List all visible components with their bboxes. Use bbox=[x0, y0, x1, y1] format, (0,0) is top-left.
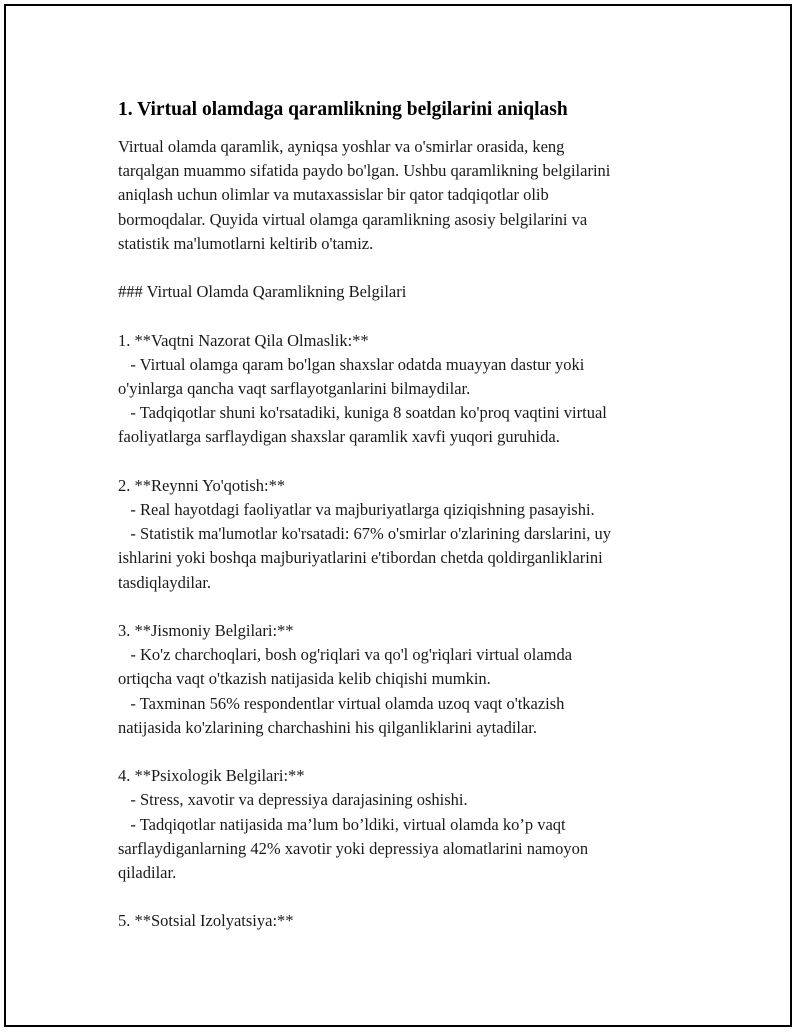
text-line: - Statistik ma'lumotlar ko'rsatadi: 67% o'smirlar o'zlarining darslarini, uy bbox=[118, 524, 612, 544]
section-heading: 1. Virtual olamdaga qaramlikning belgilarini aniqlash bbox=[118, 99, 568, 120]
text-line: - Tadqiqotlar shuni ko'rsatadiki, kuniga 8 soatdan ko'proq vaqtini virtual bbox=[118, 403, 607, 423]
text-line: qiladilar. bbox=[118, 863, 177, 883]
text-line: natijasida ko'zlarining charchashini his qilganliklarini aytadilar. bbox=[118, 717, 538, 737]
text-line: ishlarini yoki boshqa majburiyatlarini e'tibordan chetda qoldirganliklarini bbox=[118, 548, 603, 568]
blank-line bbox=[118, 885, 678, 909]
text-line: ### Virtual Olamda Qaramlikning Belgilari bbox=[118, 282, 407, 302]
text-line: bormoqdalar. Quyida virtual olamga qaramlikning asosiy belgilarini va bbox=[118, 209, 588, 229]
text-line: 2. **Reynni Yo'qotish:** bbox=[118, 475, 286, 495]
text-line: aniqlash uchun olimlar va mutaxassislar bir qator tadqiqotlar olib bbox=[118, 185, 549, 205]
text-line: statistik ma'lumotlarni keltirib o'tamiz. bbox=[118, 233, 374, 253]
document-content bbox=[118, 96, 678, 934]
document-page bbox=[4, 4, 792, 1027]
text-line: 1. **Vaqtni Nazorat Qila Olmaslik:** bbox=[118, 330, 369, 350]
text-line: 4. **Psixologik Belgilari:** bbox=[118, 766, 305, 786]
blank-line bbox=[118, 256, 678, 280]
text-line: - Tadqiqotlar natijasida ma’lum bo’ldiki, virtual olamda ko’p vaqt bbox=[118, 814, 566, 834]
blank-line bbox=[118, 304, 678, 328]
text-line: tarqalgan muammo sifatida paydo bo'lgan. Ushbu qaramlikning belgilarini bbox=[118, 161, 611, 181]
blank-line bbox=[118, 595, 678, 619]
blank-line bbox=[118, 740, 678, 764]
text-line: o'yinlarga qancha vaqt sarflayotganlarini bilmaydilar. bbox=[118, 379, 471, 398]
text-line: Virtual olamda qaramlik, ayniqsa yoshlar va o'smirlar orasida, keng bbox=[118, 137, 565, 156]
text-line: - Ko'z charchoqlari, bosh og'riqlari va qo'l og'riqlari virtual olamda bbox=[118, 645, 573, 665]
text-line: faoliyatlarga sarflaydigan shaxslar qaramlik xavfi yuqori guruhida. bbox=[118, 427, 560, 447]
text-line: - Real hayotdagi faoliyatlar va majburiyatlarga qiziqishning pasayishi. bbox=[118, 500, 595, 519]
document-body bbox=[118, 135, 678, 934]
text-line: - Stress, xavotir va depressiya darajasining oshishi. bbox=[118, 790, 468, 810]
text-line: ortiqcha vaqt o'tkazish natijasida kelib chiqishi mumkin. bbox=[118, 669, 491, 689]
text-line: tasdiqlaydilar. bbox=[118, 572, 212, 592]
text-line: 5. **Sotsial Izolyatsiya:** bbox=[118, 911, 294, 931]
text-line: 3. **Jismoniy Belgilari:** bbox=[118, 621, 294, 640]
blank-line bbox=[118, 450, 678, 474]
text-line: sarflaydiganlarning 42% xavotir yoki depressiya alomatlarini namoyon bbox=[118, 838, 589, 858]
text-line: - Virtual olamga qaram bo'lgan shaxslar odatda muayyan dastur yoki bbox=[118, 354, 585, 374]
text-line: - Taxminan 56% respondentlar virtual olamda uzoq vaqt o'tkazish bbox=[118, 693, 565, 713]
